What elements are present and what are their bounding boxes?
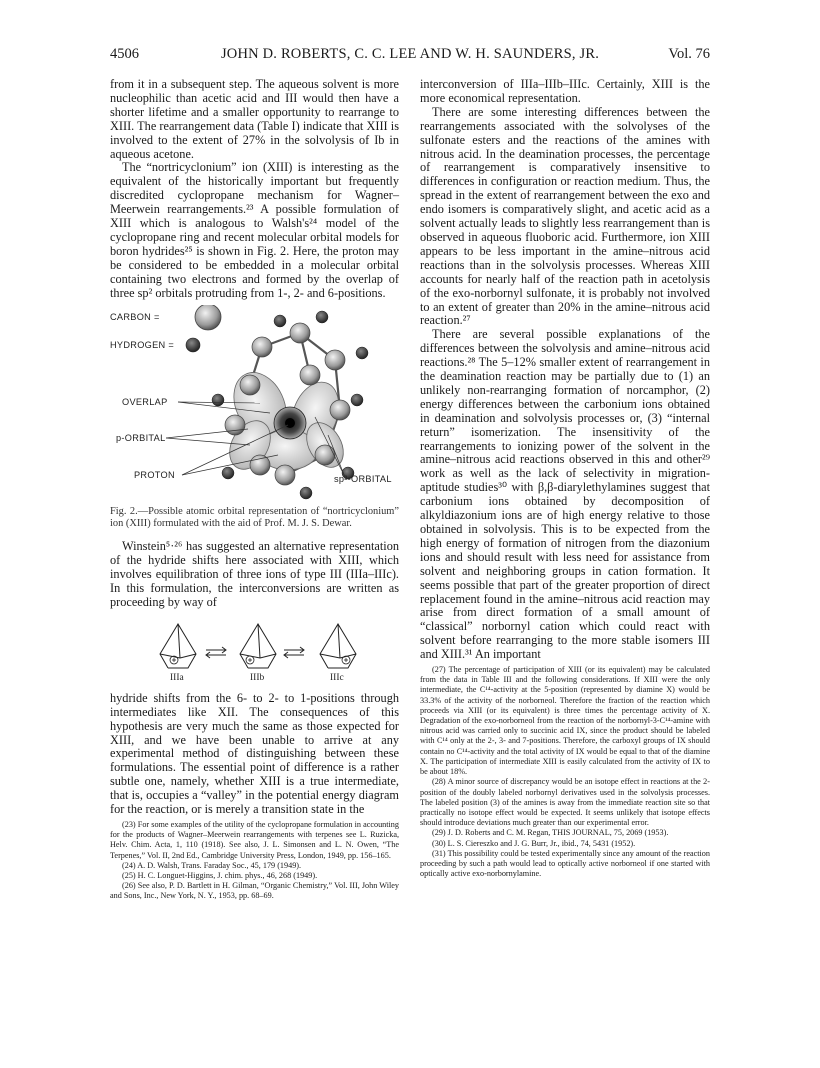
label-iiic: IIIc: [330, 672, 344, 683]
label-iiib: IIIb: [250, 672, 265, 683]
label-carbon: CARBON =: [110, 311, 160, 322]
footnote-28: (28) A minor source of discrepancy would be an isotope effect in reactions at the 2-position of the doubly labeled norbornyl derivatives used in the solvolysis processes. The labeled position (3) of the amines is away from the immediate reaction site so that practically no isotope effect would be expected. It seems unlikely that isotope effects should introduce deviations much greater than our experimental error.: [420, 777, 710, 828]
figure-2: [110, 305, 399, 500]
label-iiia: IIIa: [170, 672, 184, 683]
footnote-24: (24) A. D. Walsh, Trans. Faraday Soc., 45, 179 (1949).: [122, 860, 302, 870]
label-sp2-orbital: sp²-ORBITAL: [334, 473, 392, 484]
right-paragraph-3: There are several possible explanations of the differences between the solvolysis and amine–nitrous acid reactions.²⁸ The 5–12% smaller extent of rearrangement in the deamination reaction may be partially due to (1) an unlikely non-rearranging formation of norcamphor, (2) energy differences between the carbonium ions obtained in deamination and solvolysis processes or, (3) “internal return” isomerization. The insensitivity of the rearrangements to ionizing power of the solvent in the amine–nitrous acid reactions observed in this and other²⁹ work as well as the lack of selectivity in migration-aptitude studies³⁰ with β,β-diarylethylamines suggest that carbonium ions obtained by decomposition of alkyldiazonium ions are of high energy relative to those obtained in solvolysis. This is to be expected from the high energy of formation of nitrogen from the diazonium ions and should result with less need for assistance from solvent and neighboring groups in cation formation. It seems possible that part of the greater proportion of direct replacement found in the amine–nitrous acid reaction may arise from direct formation of a small amount of “classical” norbornyl cation which could react with solvent before rearranging to the more stable isomers III and XIII.³¹ An important: [420, 327, 710, 662]
right-paragraph-1: interconversion of IIIa–IIIb–IIIc. Certainly, XIII is the more economical representation.: [420, 77, 710, 105]
figure-2-caption: Fig. 2.—Possible atomic orbital representation of “nortricyclonium” ion (XIII) formulated with the aid of Prof. M. J. S. Dewar.: [110, 505, 399, 529]
footnote-30: (30) L. S. Ciereszko and J. G. Burr, Jr., ibid., 74, 5431 (1952).: [432, 838, 636, 848]
norbornyl-structures: [110, 616, 399, 676]
hydrogen-legend-sphere: [186, 338, 200, 352]
left-column: [110, 78, 399, 902]
right-paragraph-2: There are some interesting differences between the rearrangements associated with the solvolyses of the sulfonate esters and the reactions of the amines with nitrous acid. In the deamination processes, the percentage of rearrangement is comparatively insensitive to differences in configuration or reaction medium. Thus, the spread in the extent of rearrangement between the exo and endo isomers is comparatively slight, and acetic acid as a solvent actually leads to slightly less rearrangement than is observed in aqueous fluoboric acid. Furthermore, ion XIII appears to be less important in the amine–nitrous acid reactions than in the solvolysis processes. Whereas XIII accounts for nearly half of the reaction path in acetolysis of the exo-norbornyl sulfonate, it is probably not involved to an extent of greater than 20% in the amine–nitrous acid reaction.²⁷: [420, 104, 710, 328]
running-authors: JOHN D. ROBERTS, C. C. LEE AND W. H. SAUNDERS, JR.: [220, 46, 600, 62]
volume-number: Vol. 76: [668, 46, 710, 62]
left-paragraph-2: The “nortricyclonium” ion (XIII) is interesting as the equivalent of the historically important but frequently discredited cyclopropane mechanism for Wagner–Meerwein rearrangements.²³ A possible formulation of XIII which is analogous to Walsh's²⁴ model of the cyclopropane ring and recent molecular orbital models for boron hydrides²⁵ is shown in Fig. 2. Here, the proton may be considered to be embedded in a molecular orbital containing two electrons and formed by the overlap of three sp² orbitals protruding from 1-, 2- and 6-positions.: [110, 160, 399, 300]
figure-iii-equilibria: [110, 616, 399, 688]
left-paragraph-3: Winstein⁵·²⁶ has suggested an alternative representation of the hydride shifts here associated with XIII, which involves equilibration of three ions of type III (IIIa–IIIc). In this formulation, the interconversions are written as proceeding by way of: [110, 539, 399, 609]
footnote-27: (27) The percentage of participation of XIII (or its equivalent) may be calculated from the data in Table III and the following considerations. If XIII were the only intermediate, the C¹⁴-activity at the 5-position (represented by diamine X) would be 33.3% of the activity of the norborneol. Therefore the fraction of the reaction which proceeds via XIII (or its equivalent) is three times the percentage activity of X. Degradation of the exo-norborneol from the reaction of the norbornyl-3-C¹⁴-amine with nitrous acid was carried only to succinic acid IX, since the product should be labeled with C¹⁴ only at the 2-, 3- and 7-positions. Therefore, the carboxyl groups of IX should contain no C¹⁴-activity and the total activity of IX would be equal to that of the diamine X. The participation of intermediate XIII is easily calculated from the activity of IX to be about 18%.: [420, 665, 710, 777]
label-hydrogen: HYDROGEN =: [110, 339, 175, 350]
footnote-23: (23) For some examples of the utility of the cyclopropane formulation in accounting for the products of Wagner–Meerwein rearrangements with terpenes see L. Ruzicka, Helv. Chim. Acta, 1, 110 (1918). See also, J. L. Simonsen and L. N. Owen, “The Terpenes,” Vol. II, 2nd Ed., Cambridge University Press, London, 1949, pp. 156–165.: [110, 820, 399, 860]
label-proton: PROTON: [134, 469, 175, 480]
left-paragraph-4: hydride shifts from the 6- to 2- to 1-positions through intermediates like XII. The consequences of this hypothesis are very much the same as those expected for XIII, and we have been unable to arrive at any experimental method of distinguishing between these formulations. The essential point of difference is a rather subtle one, namely, whether XIII is a true intermediate, that is, occupies a “valley” in the potential energy diagram for the reaction, or is merely a transition state in the: [110, 690, 399, 817]
footnote-25: (25) H. C. Longuet-Higgins, J. chim. phys., 46, 268 (1949).: [122, 871, 318, 881]
page-header: [110, 46, 710, 66]
right-column: [420, 78, 710, 879]
left-paragraph-1: from it in a subsequent step. The aqueous solvent is more nucleophilic than acetic acid and III would then have a shorter lifetime and a smaller opportunity to rearrange to XIII. The rearrangement data (Table I) indicate that XIII is involved to the extent of 27% in the solvolysis of Ib in aqueous acetone.: [110, 77, 399, 161]
footnote-29: (29) J. D. Roberts and C. M. Regan, THIS JOURNAL, 75, 2069 (1953).: [432, 828, 669, 838]
label-p-orbital: p-ORBITAL: [116, 432, 166, 443]
carbon-legend-sphere: [195, 305, 221, 330]
label-overlap: OVERLAP: [122, 396, 168, 407]
footnote-31: (31) This possibility could be tested experimentally since any amount of the reaction proceeding by such a path would lead to optically active norborneol if one started with optically active exo-norbornylamine.: [420, 848, 710, 879]
footnote-26: (26) See also, P. D. Bartlett in H. Gilman, “Organic Chemistry,” Vol. III, John Wiley and Sons, Inc., New York, N. Y., 1953, pp. 68–69.: [110, 881, 399, 901]
page-number: 4506: [110, 46, 139, 62]
